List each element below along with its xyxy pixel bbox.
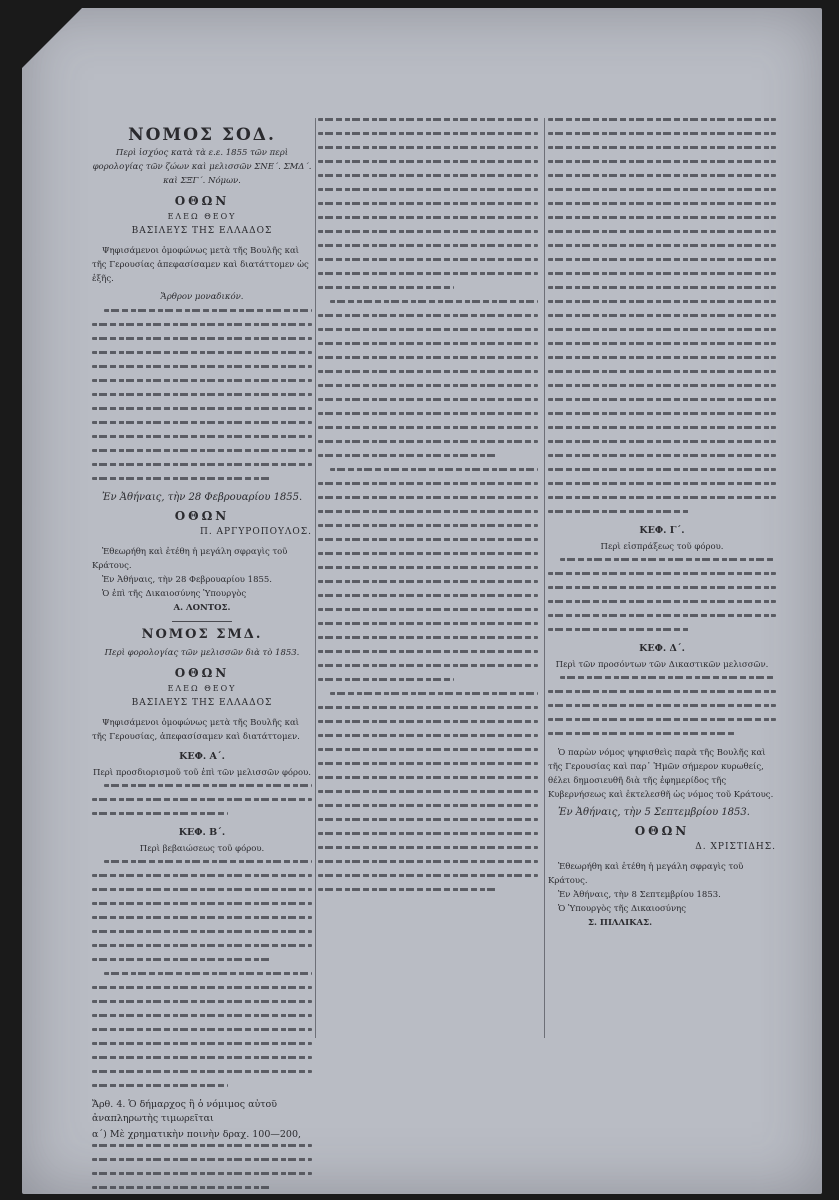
text-line (548, 384, 776, 387)
text-line (318, 790, 538, 793)
text-line (92, 393, 312, 396)
text-line (548, 614, 776, 617)
text-line (318, 160, 538, 163)
text-line (92, 986, 312, 989)
text-line (92, 421, 312, 424)
text-line (92, 874, 312, 877)
text-line (548, 732, 735, 735)
chapter-subtitle: Περὶ βεβαιώσεως τοῦ φόρου. (139, 844, 265, 854)
closing-text: Ὁ παρὼν νόμος ψηφισθεὶς παρὰ τῆς Βουλῆς καὶ τῆς Γερουσίας καὶ παρ᾽ Ἡμῶν σήμερον κυρωθείς, θέλει δημοσιευθῆ διὰ τῆς ἐφημερίδος τῆς Κυβερνήσεως καὶ ἐκτελεσθῆ ὡς νόμος τοῦ Κράτους. (548, 748, 774, 800)
text-line (92, 1172, 312, 1175)
text-line (548, 258, 776, 261)
text-line (548, 468, 776, 471)
text-line (92, 449, 312, 452)
text-line (92, 379, 312, 382)
text-line (318, 538, 538, 541)
text-line (318, 524, 538, 527)
chapter-subtitle: Περὶ προσδιορισμοῦ τοῦ ἐπὶ τῶν μελισσῶν φόρου. (92, 768, 312, 778)
text-line (92, 351, 312, 354)
text-line (318, 552, 538, 555)
text-line (92, 463, 312, 466)
text-line (330, 468, 538, 471)
text-line (560, 676, 776, 679)
text-line (92, 916, 312, 919)
preamble: Ψηφισάμενοι ὁμοφώνως μετὰ τῆς Βουλῆς καὶ τῆς Γερουσίας, ἀπεφασίσαμεν καὶ διατάττομεν. (92, 718, 300, 742)
text-line (548, 230, 776, 233)
article-text: Ἄρθ. 4. Ὁ δήμαρχος ἢ ὁ νόμιμος αὐτοῦ ἀναπληρωτὴς τιμωρεῖται (92, 1099, 278, 1124)
text-line (318, 440, 538, 443)
text-line (318, 650, 538, 653)
text-line (92, 1084, 228, 1087)
king-name: ΟΘΩΝ (174, 194, 230, 208)
text-line (548, 286, 776, 289)
text-line (92, 1158, 312, 1161)
text-line (548, 272, 776, 275)
column-1 (92, 125, 312, 1200)
text-line (318, 398, 538, 401)
column-3 (548, 118, 776, 930)
law-title: ΝΟΜΟΣ ΣΜΔ. (141, 627, 263, 642)
text-line (318, 426, 538, 429)
text-line (318, 132, 538, 135)
text-line (560, 558, 776, 561)
text-line (548, 328, 776, 331)
column-2 (318, 118, 538, 902)
text-line (330, 300, 538, 303)
text-line (548, 572, 776, 575)
signature-king: ΟΘΩΝ (634, 824, 690, 838)
text-line (104, 860, 312, 863)
seal-note: Ἐθεωρήθη καὶ ἐτέθη ἡ μεγάλη σφραγὶς τοῦ Κράτους. (548, 862, 744, 886)
text-line (318, 874, 538, 877)
text-line (92, 812, 228, 815)
text-line (548, 628, 689, 631)
text-line (548, 426, 776, 429)
chapter-subtitle: Περὶ τῶν προσόντων τῶν Δικαστικῶν μελισσῶν. (555, 660, 769, 670)
seal-minister-title: Ὁ ἐπὶ τῆς Δικαιοσύνης Ὑπουργὸς (102, 589, 247, 599)
text-line (318, 580, 538, 583)
text-line (318, 496, 538, 499)
text-line (548, 160, 776, 163)
signature-king: ΟΘΩΝ (174, 509, 230, 523)
text-line (318, 384, 538, 387)
text-line (92, 477, 272, 480)
text-line (92, 1144, 312, 1147)
text-line (92, 1014, 312, 1017)
text-line (318, 720, 538, 723)
text-line (318, 286, 454, 289)
text-line (548, 704, 776, 707)
text-line (548, 412, 776, 415)
text-line (548, 300, 776, 303)
text-line (548, 342, 776, 345)
text-line (548, 370, 776, 373)
text-line (92, 1070, 312, 1073)
grace-line: ΕΛΕΩ ΘΕΟΥ (167, 212, 237, 221)
text-line (548, 586, 776, 589)
article-heading: Ἄρθρον μοναδικόν. (160, 292, 244, 302)
column-rule (544, 118, 545, 1038)
text-line (548, 398, 776, 401)
text-line (92, 1000, 312, 1003)
text-line (318, 202, 538, 205)
text-line (92, 1056, 312, 1059)
text-line (548, 440, 776, 443)
text-line (318, 370, 538, 373)
seal-minister: Σ. ΠΙΛΛΙΚΑΣ. (588, 918, 653, 928)
text-line (318, 356, 538, 359)
text-line (318, 622, 538, 625)
text-line (318, 174, 538, 177)
text-line (318, 818, 538, 821)
chapter-subtitle: Περὶ εἰσπράξεως τοῦ φόρου. (600, 542, 724, 552)
text-line (318, 832, 538, 835)
text-line (318, 412, 538, 415)
chapter-heading: ΚΕΦ. Δ´. (639, 643, 685, 654)
date-line: Ἐν Ἀθήναις, τὴν 28 Φεβρουαρίου 1855. (102, 492, 303, 503)
text-line (548, 314, 776, 317)
text-line (548, 132, 776, 135)
text-line (104, 309, 312, 312)
text-line (548, 454, 776, 457)
separator (172, 621, 232, 622)
text-line (548, 690, 776, 693)
penalty-text: α´) Μὲ χρηματικὴν ποινὴν δραχ. 100—200, (92, 1129, 302, 1140)
text-line (318, 188, 538, 191)
text-line (548, 216, 776, 219)
text-line (318, 510, 538, 513)
signature-minister: Δ. ΧΡΙΣΤΙΔΗΣ. (695, 842, 776, 852)
text-line (318, 244, 538, 247)
text-line (548, 356, 776, 359)
column-rule (315, 118, 316, 1038)
text-line (318, 328, 538, 331)
seal-note: Ἐθεωρήθη καὶ ἐτέθη ἡ μεγάλη σφραγὶς τοῦ Κράτους. (92, 547, 288, 571)
text-line (318, 482, 538, 485)
king-name: ΟΘΩΝ (174, 666, 230, 680)
text-line (92, 958, 272, 961)
text-line (548, 718, 776, 721)
text-line (318, 734, 538, 737)
text-line (318, 860, 538, 863)
text-line (318, 342, 538, 345)
grace-line: ΕΛΕΩ ΘΕΟΥ (167, 684, 237, 693)
text-line (548, 496, 776, 499)
text-line (548, 146, 776, 149)
text-line (318, 258, 538, 261)
text-line (548, 510, 689, 513)
law-subtitle: Περὶ ἰσχύος κατὰ τὰ ε.ε. 1855 τῶν περὶ φορολογίας τῶν ζώων καὶ μελισσῶν ΣΝΕ´. ΣΜΔ´. καὶ ΣΞΓ´. Νόμων. (92, 148, 312, 186)
text-line (92, 337, 312, 340)
text-line (318, 706, 538, 709)
text-line (92, 888, 312, 891)
text-line (318, 678, 454, 681)
text-line (548, 482, 776, 485)
seal-date: Ἐν Ἀθήναις, τὴν 28 Φεβρουαρίου 1855. (102, 575, 273, 585)
text-line (548, 244, 776, 247)
law-title: ΝΟΜΟΣ ΣΟΔ. (128, 125, 276, 145)
chapter-heading: ΚΕΦ. Β´. (178, 827, 226, 838)
preamble: Ψηφισάμενοι ὁμοφώνως μετὰ τῆς Βουλῆς καὶ τῆς Γερουσίας ἀπεφασίσαμεν καὶ διατάττομεν ὡς ἑξῆς. (92, 246, 309, 284)
text-line (318, 888, 498, 891)
text-line (318, 636, 538, 639)
text-line (548, 202, 776, 205)
text-line (318, 748, 538, 751)
torn-corner (22, 8, 82, 68)
text-line (318, 230, 538, 233)
text-line (318, 762, 538, 765)
text-line (548, 188, 776, 191)
text-line (92, 930, 312, 933)
text-line (548, 118, 776, 121)
seal-date: Ἐν Ἀθήναις, τὴν 8 Σεπτεμβρίου 1853. (558, 890, 721, 900)
text-line (318, 216, 538, 219)
text-line (318, 776, 538, 779)
text-line (318, 664, 538, 667)
text-line (318, 314, 538, 317)
text-line (92, 1028, 312, 1031)
text-line (318, 118, 538, 121)
text-line (318, 846, 538, 849)
text-line (92, 902, 312, 905)
seal-minister-title: Ὁ Ὑπουργὸς τῆς Δικαιοσύνης (558, 904, 686, 914)
signature-minister: Π. ΑΡΓΥΡΟΠΟΥΛΟΣ. (199, 527, 312, 537)
text-line (92, 365, 312, 368)
text-line (92, 323, 312, 326)
law-subtitle: Περὶ φορολογίας τῶν μελισσῶν διὰ τὸ 1853. (104, 648, 300, 658)
text-line (548, 600, 776, 603)
chapter-heading: ΚΕΦ. Γ´. (639, 525, 685, 536)
text-line (92, 1042, 312, 1045)
seal-minister: Α. ΛΟΝΤΟΣ. (173, 603, 231, 613)
text-line (92, 435, 312, 438)
text-line (92, 407, 312, 410)
text-line (318, 454, 498, 457)
text-line (318, 146, 538, 149)
text-line (104, 972, 312, 975)
text-line (318, 804, 538, 807)
text-line (318, 594, 538, 597)
text-line (318, 608, 538, 611)
text-line (104, 784, 312, 787)
king-title: ΒΑΣΙΛΕΥΣ ΤΗΣ ΕΛΛΑΔΟΣ (131, 226, 273, 236)
text-line (548, 174, 776, 177)
text-line (330, 692, 538, 695)
king-title: ΒΑΣΙΛΕΥΣ ΤΗΣ ΕΛΛΑΔΟΣ (131, 698, 273, 708)
text-line (92, 1186, 272, 1189)
text-line (318, 566, 538, 569)
chapter-heading: ΚΕΦ. Α´. (179, 751, 225, 762)
date-line: Ἐν Ἀθήναις, τὴν 5 Σεπτεμβρίου 1853. (558, 807, 750, 818)
text-line (318, 272, 538, 275)
text-line (92, 798, 312, 801)
text-line (92, 944, 312, 947)
